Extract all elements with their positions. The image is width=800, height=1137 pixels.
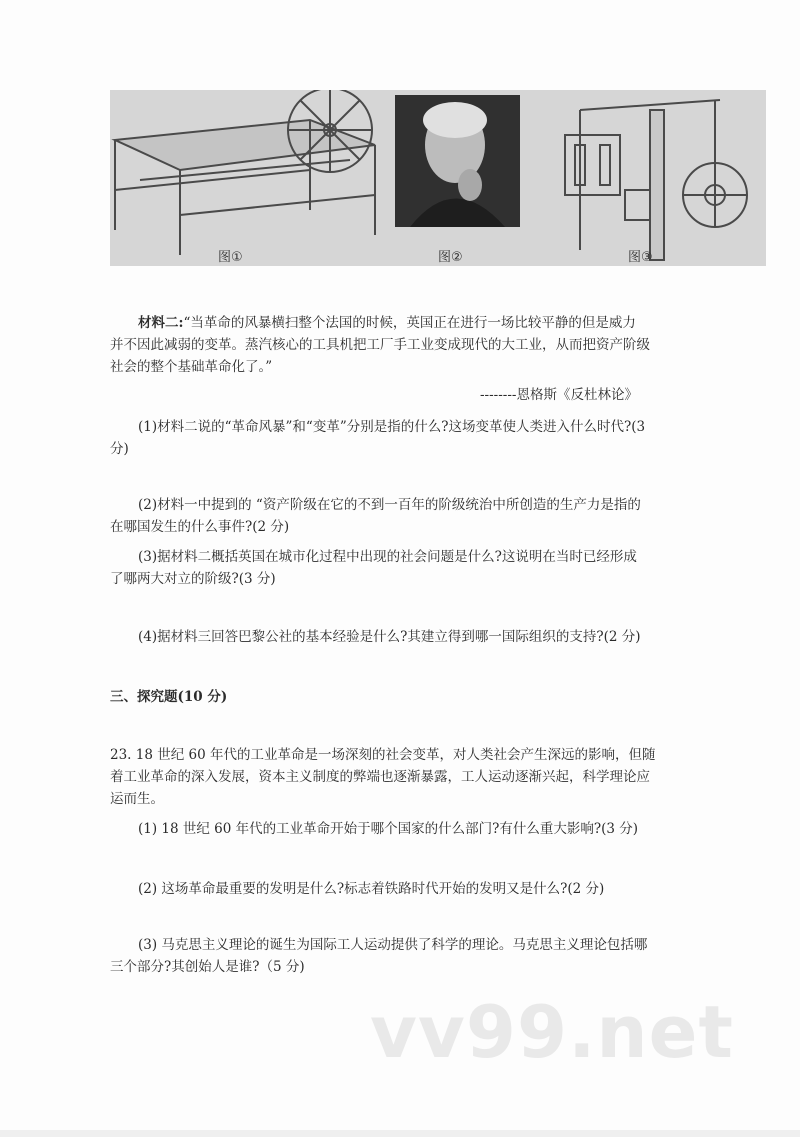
- question-1-line1: (1)材料二说的“革命风暴”和“变革”分别是指的什么?这场变革使人类进入什么时代?(3: [138, 419, 646, 435]
- material2-text1: “当革命的风暴横扫整个法国的时候，英国正在进行一场比较平静的但是威力: [183, 315, 636, 331]
- q23-sub2: (2) 这场革命最重要的发明是什么?标志着铁路时代开始的发明又是什么?(2 分): [138, 881, 605, 897]
- question-3-line2: 了哪两大对立的阶级?(3 分): [110, 571, 276, 587]
- question-4: (4)据材料三回答巴黎公社的基本经验是什么?其建立得到哪一国际组织的支持?(2 分): [138, 629, 641, 645]
- question-2-line1: (2)材料一中提到的 “资产阶级在它的不到一百年的阶级统治中所创造的生产力是指的: [138, 497, 641, 513]
- question-2-line2: 在哪国发生的什么事件?(2 分): [110, 519, 290, 535]
- material2-source: --------恩格斯《反杜林论》: [480, 387, 638, 403]
- steam-engine-image: [565, 100, 747, 260]
- section-3-heading: 三、探究题(10 分): [110, 689, 228, 705]
- figure-1-label: 图①: [218, 250, 243, 265]
- question-3-line1: (3)据材料二概括英国在城市化过程中出现的社会问题是什么?这说明在当时已经形成: [138, 549, 637, 565]
- figure-3-label: 图③: [628, 250, 653, 265]
- q23-intro-line1: 23. 18 世纪 60 年代的工业革命是一场深刻的社会变革，对人类社会产生深远的影响，但随: [110, 747, 656, 763]
- q23-sub3-line1: (3) 马克思主义理论的诞生为国际工人运动提供了科学的理论。马克思主义理论包括哪: [138, 937, 648, 953]
- q23-sub1: (1) 18 世纪 60 年代的工业革命开始于哪个国家的什么部门?有什么重大影响?(3 分): [138, 821, 639, 837]
- material2-line1: [138, 312, 636, 334]
- material2-label: 材料二:: [138, 315, 184, 331]
- figure-strip: [110, 90, 766, 266]
- q23-intro-line3: 运而生。: [110, 791, 164, 807]
- figures-illustration: [110, 90, 766, 266]
- question-1-line2: 分): [110, 441, 129, 457]
- material2-line2: 并不因此减弱的变革。蒸汽核心的工具机把工厂手工业变成现代的大工业，从而把资产阶级: [110, 337, 650, 353]
- page-bottom-edge: [0, 1130, 800, 1137]
- portrait-image: [395, 95, 520, 227]
- q23-sub3-line2: 三个部分?其创始人是谁?（5 分): [110, 959, 305, 975]
- figure-2-label: 图②: [438, 250, 463, 265]
- spinning-jenny-image: [115, 90, 375, 255]
- material2-line3: 社会的整个基础革命化了。”: [110, 359, 273, 375]
- watermark: vv99.net: [370, 990, 734, 1074]
- q23-intro-line2: 着工业革命的深入发展，资本主义制度的弊端也逐渐暴露，工人运动逐渐兴起，科学理论应: [110, 769, 650, 785]
